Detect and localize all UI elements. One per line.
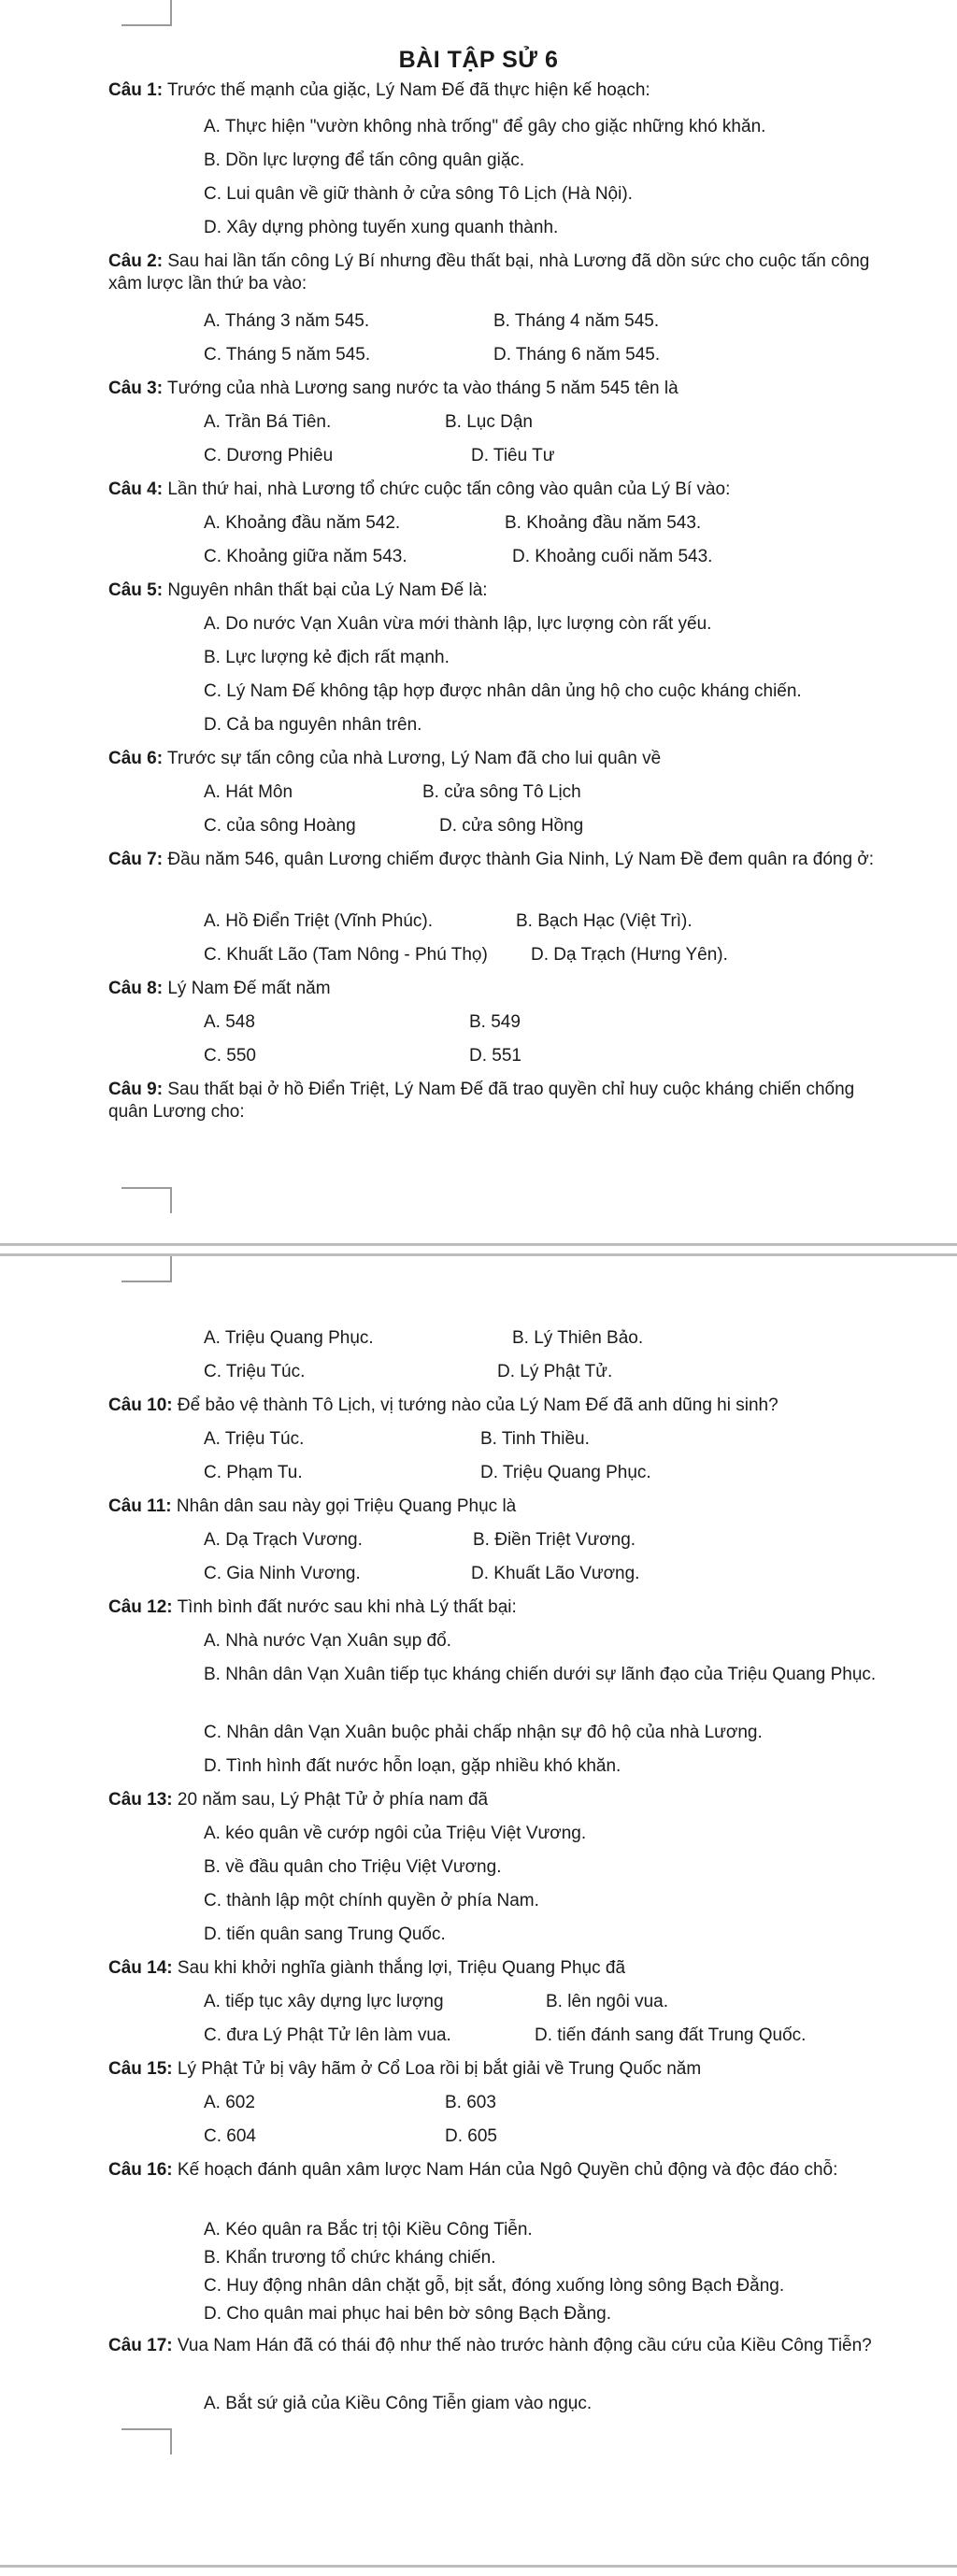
question-8: Câu 8: Lý Nam Đế mất năm [108,979,331,998]
option: C. Khuất Lão (Tam Nông - Phú Thọ) [204,945,488,965]
option: D. Tình hình đất nước hỗn loạn, gặp nhiều khó khăn. [204,1756,621,1776]
option: A. Do nước Vạn Xuân vừa mới thành lập, lực lượng còn rất yếu. [204,614,712,634]
option: D. Cho quân mai phục hai bên bờ sông Bạch Đằng. [204,2304,612,2324]
worksheet-page-1 [0,0,957,1243]
option: C. Dương Phiêu [204,446,334,465]
option: A. kéo quân về cướp ngôi của Triệu Việt Vương. [204,1824,587,1843]
question-1: Câu 1: Trước thế mạnh của giặc, Lý Nam Đế đã thực hiện kế hoạch: [108,80,650,100]
question-16: Câu 16: Kế hoạch đánh quân xâm lược Nam Hán của Ngô Quyền chủ động và độc đáo chỗ: [108,2160,838,2180]
option: B. Lý Thiên Bảo. [512,1328,644,1348]
question-7: Câu 7: Đầu năm 546, quân Lương chiếm được thành Gia Ninh, Lý Nam Đề đem quân ra đóng ở: [108,850,875,869]
option: C. Lui quân về giữ thành ở cửa sông Tô Lịch (Hà Nội). [204,184,633,204]
option: D. Xây dựng phòng tuyến xung quanh thành. [204,218,559,237]
option: D. Tiêu Tư [471,446,555,465]
option: C. thành lập một chính quyền ở phía Nam. [204,1891,539,1911]
page-corner-mark [121,1187,172,1213]
option: D. 605 [445,2126,497,2146]
question-2: Câu 2: Sau hai lần tấn công Lý Bí nhưng đều thất bại, nhà Lương đã dồn sức cho cuộc tấn công xâm lược lần thứ ba vào: [108,251,870,293]
option: B. 603 [445,2093,496,2112]
question-4: Câu 4: Lần thứ hai, nhà Lương tổ chức cuộc tấn công vào quân của Lý Bí vào: [108,479,731,499]
page-corner-mark [121,0,172,26]
option: D. Dạ Trạch (Hưng Yên). [531,945,728,965]
option: B. Dồn lực lượng để tấn công quân giặc. [204,150,525,170]
option: C. Lý Nam Đế không tập hợp được nhân dân ủng hộ cho cuộc kháng chiến. [204,681,802,701]
question-5: Câu 5: Nguyên nhân thất bại của Lý Nam Đế là: [108,580,488,600]
option: C. đưa Lý Phật Tử lên làm vua. [204,2025,451,2045]
option: B. Tinh Thiều. [480,1429,590,1449]
option: A. tiếp tục xây dựng lực lượng [204,1992,444,2011]
option: D. Triệu Quang Phục. [480,1463,651,1482]
option: A. Triệu Túc. [204,1429,305,1449]
option: A. Triệu Quang Phục. [204,1328,374,1348]
worksheet-page-2 [0,1256,957,2565]
option: A. Khoảng đầu năm 542. [204,513,401,533]
question-3: Câu 3: Tướng của nhà Lương sang nước ta vào tháng 5 năm 545 tên là [108,379,678,398]
option: A. Hát Môn [204,782,293,802]
option: D. cửa sông Hồng [439,816,584,836]
question-14: Câu 14: Sau khi khởi nghĩa giành thắng lợi, Triệu Quang Phục đã [108,1958,626,1978]
option: A. Nhà nước Vạn Xuân sụp đổ. [204,1631,451,1651]
option: C. 604 [204,2126,256,2146]
option: B. Điền Triệt Vương. [473,1530,636,1550]
option: B. Bạch Hạc (Việt Trì). [516,911,693,931]
option: B. 549 [469,1012,521,1032]
option: B. Lực lượng kẻ địch rất mạnh. [204,648,450,667]
page-separator [0,2565,957,2576]
option: D. Lý Phật Tử. [497,1362,613,1381]
option: A. Dạ Trạch Vương. [204,1530,363,1550]
question-9: Câu 9: Sau thất bại ở hồ Điển Triệt, Lý Nam Đế đã trao quyền chỉ huy cuộc kháng chiến chống quân Lương cho: [108,1080,855,1122]
option: D. tiến quân sang Trung Quốc. [204,1925,446,1944]
option: D. tiến đánh sang đất Trung Quốc. [535,2025,807,2045]
option: D. Khoảng cuối năm 543. [512,547,713,566]
option: C. Khoảng giữa năm 543. [204,547,407,566]
option: A. Bắt sứ giả của Kiều Công Tiễn giam vào ngục. [204,2394,593,2413]
question-11: Câu 11: Nhân dân sau này gọi Triệu Quang Phục là [108,1496,517,1516]
option: C. Gia Ninh Vương. [204,1564,361,1583]
option: D. 551 [469,1046,521,1066]
option: A. Tháng 3 năm 545. [204,311,370,331]
option: B. về đầu quân cho Triệu Việt Vương. [204,1857,502,1877]
option: C. 550 [204,1046,256,1066]
option: C. của sông Hoàng [204,816,356,836]
option: D. Cả ba nguyên nhân trên. [204,715,422,735]
option: D. Tháng 6 năm 545. [493,345,661,365]
question-12: Câu 12: Tình bình đất nước sau khi nhà Lý thất bại: [108,1597,517,1617]
question-10: Câu 10: Để bảo vệ thành Tô Lịch, vị tướng nào của Lý Nam Đế đã anh dũng hi sinh? [108,1395,778,1415]
option: A. Kéo quân ra Bắc trị tội Kiều Công Tiễn. [204,2220,533,2240]
option: A. 602 [204,2093,255,2112]
option: B. cửa sông Tô Lịch [422,782,581,802]
option: B. Nhân dân Vạn Xuân tiếp tục kháng chiến dưới sự lãnh đạo của Triệu Quang Phục. [204,1665,877,1684]
option: B. Khẩn trương tổ chức kháng chiến. [204,2248,496,2268]
page-separator [0,1243,957,1256]
question-6: Câu 6: Trước sự tấn công của nhà Lương, Lý Nam đã cho lui quân về [108,749,662,768]
option: B. Lục Dận [445,412,533,432]
option: A. Hồ Điển Triệt (Vĩnh Phúc). [204,911,433,931]
option: A. Trần Bá Tiên. [204,412,332,432]
page-title: BÀI TẬP SỬ 6 [398,47,559,73]
option: B. Khoảng đầu năm 543. [505,513,702,533]
option: A. 548 [204,1012,255,1032]
page-corner-mark [121,1256,172,1282]
option: B. Tháng 4 năm 545. [493,311,660,331]
question-17: Câu 17: Vua Nam Hán đã có thái độ như thế nào trước hành động cầu cứu của Kiều Công Tiễn? [108,2336,872,2355]
option: B. lên ngôi vua. [546,1992,668,2011]
page-corner-mark [121,2428,172,2454]
option: C. Nhân dân Vạn Xuân buộc phải chấp nhận sự đô hộ của nhà Lương. [204,1723,763,1742]
option: C. Tháng 5 năm 545. [204,345,371,365]
option: C. Triệu Túc. [204,1362,306,1381]
option: C. Phạm Tu. [204,1463,303,1482]
option: D. Khuất Lão Vương. [471,1564,640,1583]
question-13: Câu 13: 20 năm sau, Lý Phật Tử ở phía nam đã [108,1790,489,1810]
question-15: Câu 15: Lý Phật Tử bị vây hãm ở Cổ Loa rồi bị bắt giải về Trung Quốc năm [108,2059,702,2079]
option: C. Huy động nhân dân chặt gỗ, bịt sắt, đóng xuống lòng sông Bạch Đằng. [204,2276,785,2296]
option: A. Thực hiện "vườn không nhà trống" để gây cho giặc những khó khăn. [204,117,766,136]
